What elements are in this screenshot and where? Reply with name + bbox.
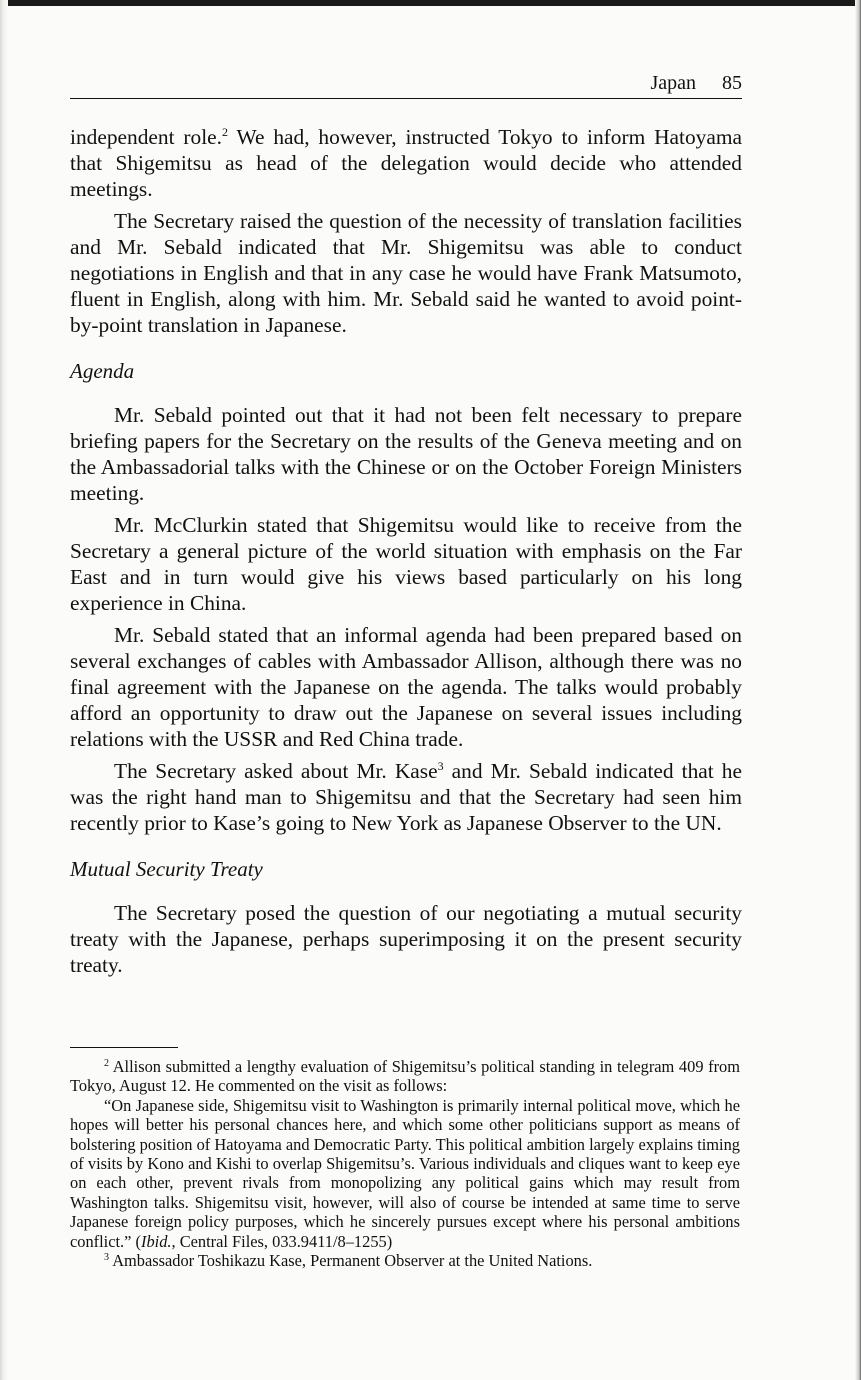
scan-right-edge (855, 0, 861, 1380)
paragraph-3: Mr. Sebald pointed out that it had not been felt necessary to prepare briefing papers for the Secretary on the results of the Geneva meeting and on the Ambassadorial talks with the Chinese or on the October Foreign Ministers meeting. (70, 403, 742, 505)
footnote-2-text: Allison submitted a lengthy evaluation of Shigemitsu’s political standing in telegram 409 from Tokyo, August 12. He commented on the visit as follows: (70, 1057, 740, 1096)
body-text (70, 124, 742, 984)
paragraph-4: Mr. McClurkin stated that Shigemitsu would like to receive from the Secretary a general picture of the world situation with emphasis on the Far East and in turn would give his views based particularly on his long experience in China. (70, 513, 742, 615)
scan-top-edge (0, 0, 861, 6)
footnote-3 (70, 1251, 740, 1270)
footnote-2-quote (70, 1096, 740, 1251)
paragraph-1-text: independent role. (70, 125, 223, 149)
paragraph-6 (70, 758, 742, 836)
footnote-3-text: Ambassador Toshikazu Kase, Permanent Observer at the United Nations. (109, 1251, 593, 1271)
running-header (70, 72, 742, 99)
scan-left-edge (0, 0, 8, 1380)
footnote-ref-2: 2 (222, 125, 229, 139)
footnotes (70, 1057, 740, 1270)
running-title: Japan (650, 72, 696, 94)
footnote-2-quote-text: “On Japanese side, Shigemitsu visit to Washington is primarily internal political move, which he hopes will better his personal chances here, and which some other politicians support as means of bolstering position of Hatoyama and Democratic Party. This political ambition largely explains timing of visits by Kono and Kishi to overlap Shigemitsu’s. Various individuals and cliques want to keep eye on each other, prevent rivals from monopolizing any political gains which may result from Washington talks. Shigemitsu visit, however, will also of course be intended at same time to serve Japanese foreign policy purposes, which he sincerely pursues except where his personal ambitions conflict.” ( (70, 1095, 740, 1251)
footnote-marker-3: 3 (104, 1252, 109, 1264)
paragraph-2: The Secretary raised the question of the necessity of translation facilities and Mr. Sebald indicated that Mr. Shigemitsu was able to conduct negotiations in English and that in any case he would have Frank Matsumoto, fluent in English, along with him. Mr. Sebald said he wanted to avoid point-by-point translation in Japanese. (70, 209, 742, 337)
footnote-2 (70, 1057, 740, 1096)
footnote-marker-2: 2 (104, 1058, 109, 1069)
section-heading-mutual-security-treaty: Mutual Security Treaty (70, 857, 263, 881)
page-number: 85 (722, 72, 742, 94)
paragraph-5: Mr. Sebald stated that an informal agenda had been prepared based on several exchanges of cables with Ambassador Allison, although there was no final agreement with the Japanese on the agenda. The talks would probably afford an opportunity to draw out the Japanese on several issues including relations with the USSR and Red China trade. (70, 623, 742, 751)
paragraph-7: The Secretary posed the question of our negotiating a mutual security treaty with the Japanese, perhaps superimposing it on the present security treaty. (70, 901, 742, 977)
footnote-ref-3: 3 (437, 759, 444, 773)
paragraph-1 (70, 124, 742, 202)
footnote-2-citation: , Central Files, 033.9411/8–1255) (171, 1231, 393, 1251)
footnote-2-ibid: Ibid. (141, 1231, 172, 1251)
paragraph-6-text: The Secretary asked about Mr. Kase (114, 759, 438, 783)
footnote-divider (70, 1047, 178, 1048)
paragraph-1-text-cont: We had, however, instructed Tokyo to inform Hatoyama that Shigemitsu as head of the delegation would decide who attended meetings. (70, 125, 742, 201)
section-heading-agenda: Agenda (70, 359, 135, 383)
paragraph-6-text-cont: and Mr. Sebald indicated that he was the right hand man to Shigemitsu and that the Secretary had seen him recently prior to Kase’s going to New York as Japanese Observer to the UN. (70, 759, 742, 835)
